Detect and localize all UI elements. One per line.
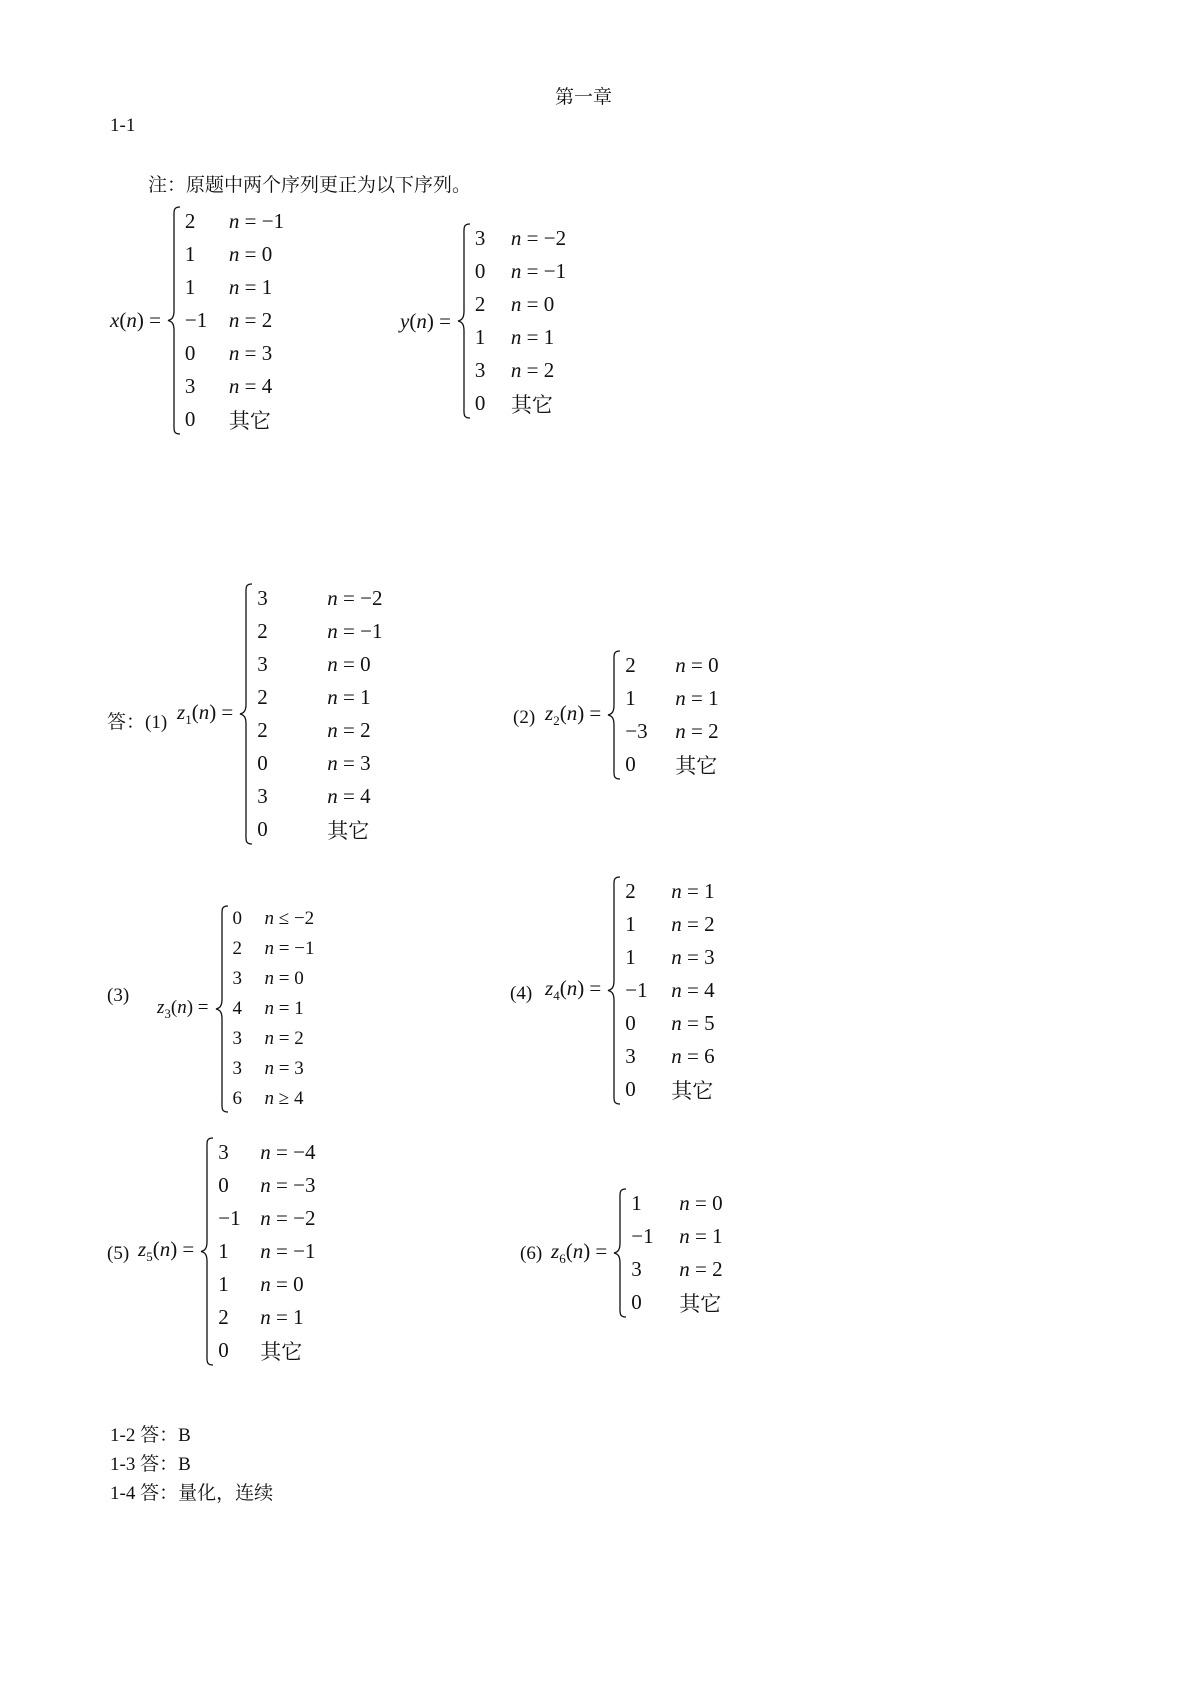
sequence-value: 2 (257, 619, 268, 643)
sequence-value: −1 (184, 308, 208, 332)
sequence-z4 (545, 875, 715, 1106)
sequence-row (233, 964, 315, 994)
sequence-value: 3 (257, 586, 268, 610)
sequence-value: 2 (218, 1305, 229, 1329)
sequence-row (257, 582, 382, 615)
left-brace-icon (613, 1187, 628, 1319)
sequence-row (218, 1334, 315, 1367)
sequence-row (625, 715, 718, 748)
answer-prefix: 答：(1) (107, 712, 168, 733)
sequence-value: 1 (625, 686, 636, 710)
sequence-value: 3 (474, 358, 486, 382)
sequence-row (631, 1220, 722, 1253)
sequence-value: 3 (625, 1044, 636, 1068)
label-z2: (2) (513, 707, 536, 728)
sequence-condition: n = 1 (327, 685, 371, 709)
sequence-value: 3 (257, 784, 268, 808)
sequence-row (625, 875, 714, 908)
sequence-value: 3 (184, 374, 196, 398)
sequence-condition: n = 2 (671, 912, 715, 936)
label-z4: (4) (510, 983, 533, 1004)
sequence-lhs: y(n) = (400, 308, 451, 333)
sequence-value: 3 (257, 652, 268, 676)
short-answer-1-3: 1-3 答：B (110, 1454, 191, 1475)
sequence-condition: 其它 (675, 753, 718, 778)
sequence-value: 0 (625, 1077, 636, 1101)
sequence-condition: n ≤ −2 (264, 908, 315, 929)
sequence-z6 (551, 1187, 723, 1319)
sequence-value: 0 (474, 391, 486, 415)
sequence-lhs: $z_2(n)$ = (545, 700, 602, 729)
sequence-row (257, 813, 382, 846)
sequence-condition: n = 2 (228, 308, 273, 332)
sequence-row (257, 714, 382, 747)
sequence-condition: n = −1 (264, 938, 315, 959)
sequence-condition: n = 2 (327, 718, 371, 742)
sequence-value: 0 (257, 751, 268, 775)
left-brace-icon (607, 875, 622, 1106)
sequence-row (218, 1169, 315, 1202)
sequence-row (625, 974, 714, 1007)
sequence-value: 0 (218, 1173, 229, 1197)
sequence-condition: n = 1 (260, 1305, 304, 1329)
sequence-row (257, 780, 382, 813)
sequence-condition: n = 2 (264, 1028, 304, 1049)
sequence-condition: n = 5 (671, 1011, 715, 1035)
sequence-value: 3 (232, 1028, 243, 1049)
chapter-title: 第一章 (555, 87, 613, 108)
sequence-value: 2 (474, 292, 486, 316)
sequence-value: 2 (232, 938, 243, 959)
sequence-value: 0 (257, 817, 268, 841)
sequence-value: 2 (625, 879, 636, 903)
sequence-condition: n = 3 (228, 341, 273, 365)
sequence-value: 0 (184, 407, 196, 431)
sequence-row (233, 904, 315, 934)
sequence-condition: n = 2 (675, 719, 719, 743)
sequence-row (475, 222, 566, 255)
sequence-row (185, 304, 284, 337)
sequence-value: 0 (631, 1290, 642, 1314)
sequence-lhs: $z_3(n)$ = (157, 996, 209, 1021)
short-answer-1-2: 1-2 答：B (110, 1425, 191, 1446)
sequence-z3 (157, 904, 314, 1114)
sequence-row (631, 1286, 722, 1319)
sequence-row (185, 238, 284, 271)
sequence-condition: n = 1 (671, 879, 715, 903)
sequence-row (625, 682, 718, 715)
sequence-value: 1 (474, 325, 486, 349)
sequence-row (233, 1024, 315, 1054)
sequence-row (257, 681, 382, 714)
sequence-condition: n ≥ 4 (264, 1088, 304, 1109)
sequence-value: −3 (625, 719, 648, 743)
left-brace-icon (167, 205, 182, 436)
sequence-row (185, 337, 284, 370)
label-z5: (5) (107, 1243, 130, 1264)
left-brace-icon (607, 649, 622, 781)
left-brace-icon (200, 1136, 215, 1367)
sequence-condition: 其它 (260, 1339, 303, 1364)
sequence-row (233, 1084, 315, 1114)
sequence-condition: 其它 (228, 408, 271, 433)
sequence-value: 0 (232, 908, 243, 929)
sequence-condition: n = 4 (327, 784, 371, 808)
sequence-condition: n = 1 (264, 998, 304, 1019)
sequence-value: 0 (184, 341, 196, 365)
label-z3: (3) (107, 985, 130, 1006)
sequence-condition: 其它 (671, 1078, 714, 1103)
sequence-z2 (545, 649, 719, 781)
sequence-lhs: $z_5(n)$ = (138, 1237, 195, 1265)
sequence-condition: 其它 (679, 1291, 722, 1316)
problem-note: 注：原题中两个序列更正为以下序列。 (148, 175, 472, 196)
sequence-condition: n = 1 (675, 686, 719, 710)
short-answer-1-4: 1-4 答：量化，连续 (110, 1483, 274, 1504)
sequence-condition: n = 2 (510, 358, 555, 382)
sequence-row (625, 941, 714, 974)
sequence-value: 1 (625, 945, 636, 969)
sequence-value: 1 (184, 242, 196, 266)
sequence-condition: n = −1 (327, 619, 383, 643)
sequence-condition: n = −2 (510, 226, 567, 250)
sequence-x (110, 205, 284, 436)
sequence-row (475, 288, 566, 321)
sequence-condition: n = 0 (228, 242, 273, 266)
sequence-row (218, 1268, 315, 1301)
sequence-row (625, 1073, 714, 1106)
sequence-value: 0 (625, 1011, 636, 1035)
sequence-row (257, 747, 382, 780)
sequence-row (475, 321, 566, 354)
sequence-value: 1 (631, 1191, 642, 1215)
sequence-row (257, 615, 382, 648)
sequence-row (218, 1301, 315, 1334)
sequence-value: 1 (184, 275, 196, 299)
sequence-row (233, 1054, 315, 1084)
sequence-row (625, 1007, 714, 1040)
sequence-value: 2 (184, 209, 196, 233)
sequence-value: 0 (474, 259, 486, 283)
left-brace-icon (457, 222, 472, 420)
sequence-row (631, 1187, 722, 1220)
sequence-row (233, 994, 315, 1024)
sequence-row (185, 370, 284, 403)
sequence-row (625, 908, 714, 941)
sequence-value: 2 (625, 653, 636, 677)
sequence-lhs: x(n) = (110, 308, 161, 332)
sequence-row (185, 403, 284, 436)
sequence-value: 3 (474, 226, 486, 250)
sequence-condition: n = −3 (260, 1173, 316, 1197)
sequence-value: 6 (232, 1088, 243, 1109)
sequence-condition: n = −1 (228, 209, 285, 233)
sequence-condition: n = −1 (510, 259, 567, 283)
sequence-condition: n = 4 (228, 374, 273, 398)
sequence-condition: n = 6 (671, 1044, 715, 1068)
sequence-condition: n = −2 (327, 586, 383, 610)
sequence-value: 3 (631, 1257, 642, 1281)
sequence-row (625, 1040, 714, 1073)
sequence-value: 3 (218, 1140, 229, 1164)
sequence-condition: n = 0 (260, 1272, 304, 1296)
sequence-row (475, 387, 566, 420)
sequence-row (218, 1235, 315, 1268)
sequence-condition: n = 4 (671, 978, 715, 1002)
sequence-row (631, 1253, 722, 1286)
sequence-condition: 其它 (510, 392, 553, 417)
sequence-value: 1 (218, 1239, 229, 1263)
sequence-value: 1 (218, 1272, 229, 1296)
sequence-row (625, 748, 718, 781)
label-z6: (6) (520, 1243, 543, 1264)
sequence-condition: n = 1 (228, 275, 273, 299)
sequence-y (400, 222, 566, 420)
sequence-value: −1 (218, 1206, 241, 1230)
sequence-value: 0 (218, 1338, 229, 1362)
left-brace-icon (239, 582, 254, 846)
sequence-condition: n = 3 (264, 1058, 304, 1079)
sequence-row (233, 934, 315, 964)
sequence-condition: n = 0 (327, 652, 371, 676)
sequence-z5 (138, 1136, 315, 1367)
sequence-condition: n = −1 (260, 1239, 316, 1263)
sequence-row (625, 649, 718, 682)
sequence-z1 (177, 582, 382, 846)
sequence-value: 4 (232, 998, 243, 1019)
sequence-condition: n = 3 (671, 945, 715, 969)
sequence-value: 3 (232, 968, 243, 989)
sequence-condition: n = 0 (264, 968, 304, 989)
sequence-value: 2 (257, 718, 268, 742)
sequence-value: 3 (232, 1058, 243, 1079)
sequence-condition: n = 3 (327, 751, 371, 775)
sequence-row (185, 271, 284, 304)
sequence-row (185, 205, 284, 238)
sequence-condition: n = 1 (679, 1224, 723, 1248)
sequence-condition: n = 0 (510, 292, 555, 316)
sequence-condition: n = 0 (675, 653, 719, 677)
sequence-condition: n = −4 (260, 1140, 316, 1164)
sequence-lhs: $z_6(n)$ = (551, 1238, 608, 1267)
sequence-value: 2 (257, 685, 268, 709)
problem-label-1-1: 1-1 (110, 115, 136, 136)
sequence-condition: n = 0 (679, 1191, 723, 1215)
sequence-value: −1 (631, 1224, 654, 1248)
sequence-value: −1 (625, 978, 648, 1002)
sequence-row (218, 1136, 315, 1169)
sequence-row (257, 648, 382, 681)
sequence-value: 1 (625, 912, 636, 936)
sequence-condition: 其它 (327, 818, 370, 843)
sequence-row (218, 1202, 315, 1235)
sequence-value: 0 (625, 752, 636, 776)
sequence-row (475, 354, 566, 387)
left-brace-icon (215, 904, 230, 1114)
sequence-lhs: $z_1(n)$ = (177, 699, 234, 728)
sequence-condition: n = 2 (679, 1257, 723, 1281)
sequence-row (475, 255, 566, 288)
sequence-condition: n = 1 (510, 325, 555, 349)
sequence-condition: n = −2 (260, 1206, 316, 1230)
sequence-lhs: $z_4(n)$ = (545, 976, 602, 1004)
